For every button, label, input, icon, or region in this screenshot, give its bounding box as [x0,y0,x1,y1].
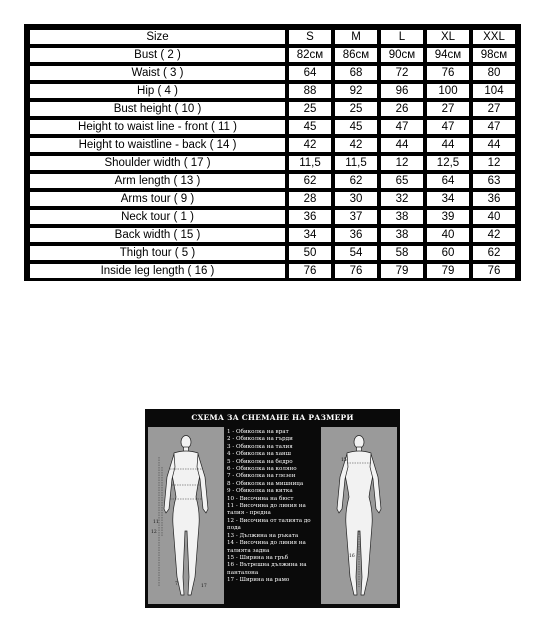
legend-item: 12 - Височина от талията до пода [227,517,311,532]
size-value-cell: 45 [334,119,378,135]
table-row [29,65,516,81]
measurement-label: Back width ( 15 ) [29,227,286,243]
size-value-cell: 54 [334,245,378,261]
size-value-cell: 62 [334,173,378,189]
size-value-cell: 27 [426,101,470,117]
size-value-cell: 68 [334,65,378,81]
legend-item: 2 - Обиколка на гърди [227,436,293,443]
size-value-cell: 36 [288,209,332,225]
size-value-cell: 100 [426,83,470,99]
size-value-cell: 94см [426,47,470,63]
back-label-15: 15 [341,458,347,463]
front-label-11: 11 [153,520,159,525]
size-value-cell: 42 [288,137,332,153]
size-value-cell: 104 [472,83,516,99]
measurement-label: Height to waistline - back ( 14 ) [29,137,286,153]
size-value-cell: 92 [334,83,378,99]
size-value-cell: 34 [288,227,332,243]
legend-item: 6 - Обиколка на коляно [227,466,297,473]
measurement-label: Waist ( 3 ) [29,65,286,81]
legend-item: 10 - Височина на бюст [227,495,294,502]
size-value-cell: 88 [288,83,332,99]
back-figure-panel [321,427,397,604]
size-value-cell: 36 [334,227,378,243]
front-figure-illustration [148,427,224,604]
size-column-header: M [334,29,378,45]
size-value-cell: 25 [288,101,332,117]
size-value-cell: 30 [334,191,378,207]
measurement-label: Bust height ( 10 ) [29,101,286,117]
size-table-header [29,29,516,45]
size-value-cell: 11,5 [288,155,332,171]
size-value-cell: 64 [426,173,470,189]
size-value-cell: 11,5 [334,155,378,171]
table-row [29,119,516,135]
legend-item: 14 - Височина до линия на талията задна [227,540,306,554]
table-row [29,137,516,153]
size-value-cell: 27 [472,101,516,117]
size-value-cell: 28 [288,191,332,207]
back-figure-illustration [321,427,397,604]
size-column-header: XXL [472,29,516,45]
measurement-label: Bust ( 2 ) [29,47,286,63]
table-row [29,227,516,243]
measurement-label: Inside leg length ( 16 ) [29,263,286,279]
table-row [29,155,516,171]
size-value-cell: 37 [334,209,378,225]
size-value-cell: 86см [334,47,378,63]
back-label-16: 16 [349,554,355,559]
size-value-cell: 12,5 [426,155,470,171]
size-value-cell: 42 [334,137,378,153]
measurement-label: Shoulder width ( 17 ) [29,155,286,171]
measurement-label: Neck tour ( 1 ) [29,209,286,225]
size-value-cell: 45 [288,119,332,135]
size-value-cell: 76 [288,263,332,279]
size-value-cell: 72 [380,65,424,81]
measurement-label: Hip ( 4 ) [29,83,286,99]
size-value-cell: 40 [472,209,516,225]
measurement-legend [227,429,319,605]
table-row [29,191,516,207]
table-row [29,263,516,279]
size-value-cell: 60 [426,245,470,261]
size-table-grid [27,27,518,281]
legend-item: 13 - Дължина на ръката [227,532,299,539]
size-value-cell: 79 [380,263,424,279]
front-label-17: 17 [201,584,207,589]
size-value-cell: 62 [472,245,516,261]
measurement-label: Height to waist line - front ( 11 ) [29,119,286,135]
legend-item: 17 - Ширина на рамо [227,577,290,584]
legend-item: 1 - Обиколка на врат [227,429,289,435]
measurement-chart-title: СХЕМА ЗА СНЕМАНЕ НА РАЗМЕРИ [191,413,354,422]
table-row [29,47,516,63]
size-value-cell: 34 [426,191,470,207]
size-column-header: L [380,29,424,45]
size-value-cell: 25 [334,101,378,117]
size-value-cell: 47 [472,119,516,135]
size-column-header: XL [426,29,470,45]
table-row [29,245,516,261]
size-value-cell: 65 [380,173,424,189]
legend-item: 5 - Обиколка на бедро [227,458,293,465]
size-value-cell: 44 [472,137,516,153]
legend-item: 7 - Обиколка на глезен [227,473,296,480]
legend-item: 8 - Обиколка на мишница [227,480,304,487]
size-value-cell: 98см [472,47,516,63]
size-value-cell: 12 [472,155,516,171]
measurement-label: Arm length ( 13 ) [29,173,286,189]
legend-item: 4 - Обиколка на ханш [227,451,291,458]
size-value-cell: 40 [426,227,470,243]
size-value-cell: 58 [380,245,424,261]
front-label-12: 12 [151,530,157,535]
size-value-cell: 80 [472,65,516,81]
size-value-cell: 79 [426,263,470,279]
size-value-cell: 39 [426,209,470,225]
legend-item: 15 - Ширина на гръб [227,554,289,561]
size-value-cell: 50 [288,245,332,261]
legend-item: 16 - Вътрешна дължина на панталона [227,562,307,576]
size-value-cell: 32 [380,191,424,207]
size-value-cell: 42 [472,227,516,243]
size-value-cell: 47 [380,119,424,135]
size-value-cell: 44 [426,137,470,153]
front-label-7: 7 [175,582,178,587]
legend-item: 11 - Височина до линия на талия - предна [227,503,306,517]
measurement-chart [145,409,400,608]
table-row [29,101,516,117]
size-value-cell: 96 [380,83,424,99]
size-value-cell: 12 [380,155,424,171]
size-value-cell: 76 [426,65,470,81]
size-value-cell: 38 [380,209,424,225]
size-value-cell: 26 [380,101,424,117]
size-column-header: S [288,29,332,45]
size-value-cell: 76 [334,263,378,279]
size-value-cell: 47 [426,119,470,135]
size-value-cell: 63 [472,173,516,189]
measurement-label: Arms tour ( 9 ) [29,191,286,207]
table-row [29,83,516,99]
size-value-cell: 76 [472,263,516,279]
size-value-cell: 38 [380,227,424,243]
size-value-cell: 44 [380,137,424,153]
size-value-cell: 64 [288,65,332,81]
size-value-cell: 82см [288,47,332,63]
size-table [24,24,521,281]
size-value-cell: 62 [288,173,332,189]
table-row [29,173,516,189]
table-row [29,209,516,225]
legend-item: 9 - Обиколка на китка [227,488,293,495]
legend-item: 3 - Обиколка на талия [227,443,293,450]
size-value-cell: 36 [472,191,516,207]
size-header-cell: Size [29,29,286,45]
measurement-label: Thigh tour ( 5 ) [29,245,286,261]
size-value-cell: 90см [380,47,424,63]
front-figure-panel [148,427,224,604]
